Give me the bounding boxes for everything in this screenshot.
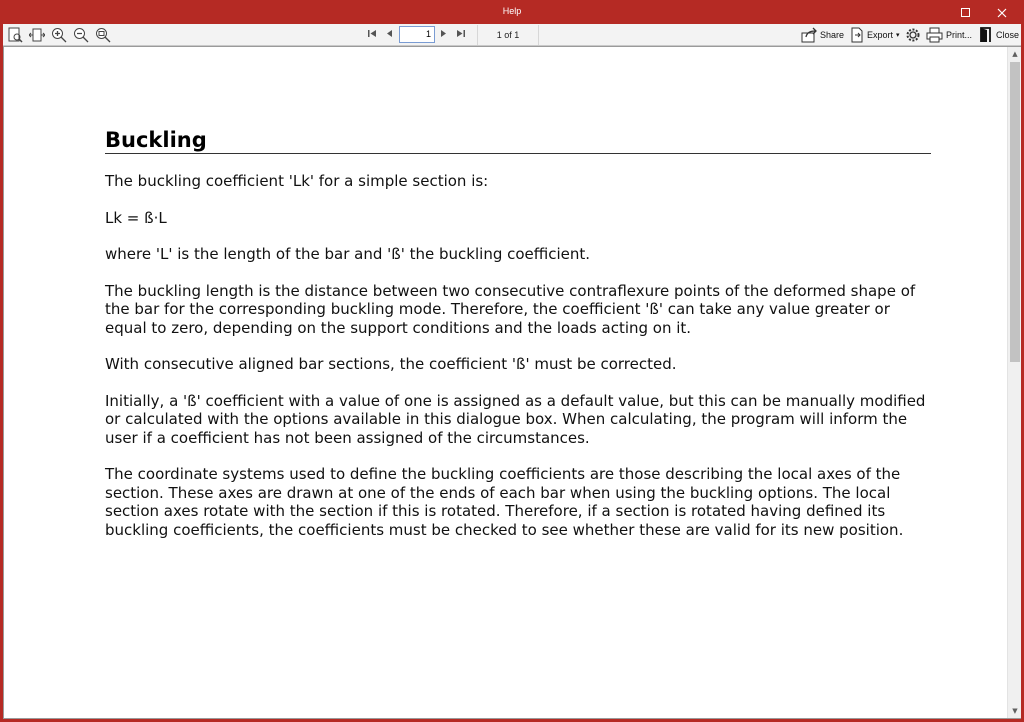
maximize-icon <box>961 3 971 22</box>
paragraph-default-value: Initially, a 'ß' coefficient with a value of one is assigned as a default value, but this can be manually modified or calculated with the options available in this dialogue box. When calculating, the program will inform the user if a coefficient has not been assigned of the circumstances. <box>105 391 926 447</box>
settings-gear-icon[interactable] <box>904 26 922 44</box>
zoom-reset-icon[interactable] <box>94 26 112 44</box>
paragraph-coordinate-systems: The coordinate systems used to define the buckling coefficients are those describing the local axes of the section. These axes are drawn at one of the ends of each bar when using the buckling options. The local section axes rotate with the section if this is rotated. Therefore, if a section is rotated having defined its buckling coefficients, the coefficients must be checked to see whether these are valid for its new position. <box>105 465 904 539</box>
paragraph-formula: Lk = ß·L <box>105 208 167 227</box>
document-viewer[interactable] <box>3 46 1021 719</box>
page-title: Buckling <box>105 127 931 154</box>
last-page-icon[interactable] <box>456 29 465 41</box>
paragraph-intro: The buckling coefficient 'Lk' for a simple section is: <box>105 172 489 190</box>
paragraph-aligned-sections: With consecutive aligned bar sections, the coefficient 'ß' must be corrected. <box>105 355 677 373</box>
zoom-out-icon[interactable] <box>72 26 90 44</box>
page-count: 1 of 1 <box>477 25 539 45</box>
toolbar <box>3 24 1021 46</box>
export-button[interactable]: Export <box>867 30 894 40</box>
export-icon[interactable] <box>848 26 866 44</box>
title-bar <box>0 0 1024 24</box>
document-page <box>105 127 931 557</box>
close-icon <box>997 3 1007 22</box>
share-button[interactable]: Share <box>820 30 845 40</box>
scroll-up-icon[interactable]: ▲ <box>1012 50 1018 58</box>
zoom-in-icon[interactable] <box>50 26 68 44</box>
window-title: Help <box>502 6 522 16</box>
close-document-icon[interactable] <box>977 26 995 44</box>
page-number-input[interactable]: 1 <box>399 26 435 43</box>
maximize-button[interactable] <box>948 0 984 24</box>
next-page-icon[interactable] <box>440 29 447 41</box>
scroll-down-icon[interactable]: ▼ <box>1012 707 1018 715</box>
paragraph-buckling-length: The buckling length is the distance between two consecutive contraflexure points of the deformed shape of the bar for the corresponding buckling mode. Therefore, the coefficient 'ß' can take any value greater or equal to zero, depending on the support conditions and the loads acting on it. <box>105 281 916 337</box>
previous-page-icon[interactable] <box>386 29 393 41</box>
close-button[interactable]: Close <box>996 30 1020 40</box>
share-icon[interactable] <box>800 26 818 44</box>
page-view-icon[interactable] <box>6 26 24 44</box>
close-window-button[interactable] <box>984 0 1020 24</box>
export-dropdown-icon[interactable]: ▾ <box>896 32 900 39</box>
scrollbar-thumb[interactable] <box>1010 62 1020 362</box>
vertical-scrollbar[interactable] <box>1007 47 1021 718</box>
paragraph-definition: where 'L' is the length of the bar and 'ß' the buckling coefficient. <box>105 245 591 263</box>
first-page-icon[interactable] <box>368 29 377 41</box>
fit-width-icon[interactable] <box>28 26 46 44</box>
print-button[interactable]: Print... <box>946 30 973 40</box>
print-icon[interactable] <box>925 26 943 44</box>
